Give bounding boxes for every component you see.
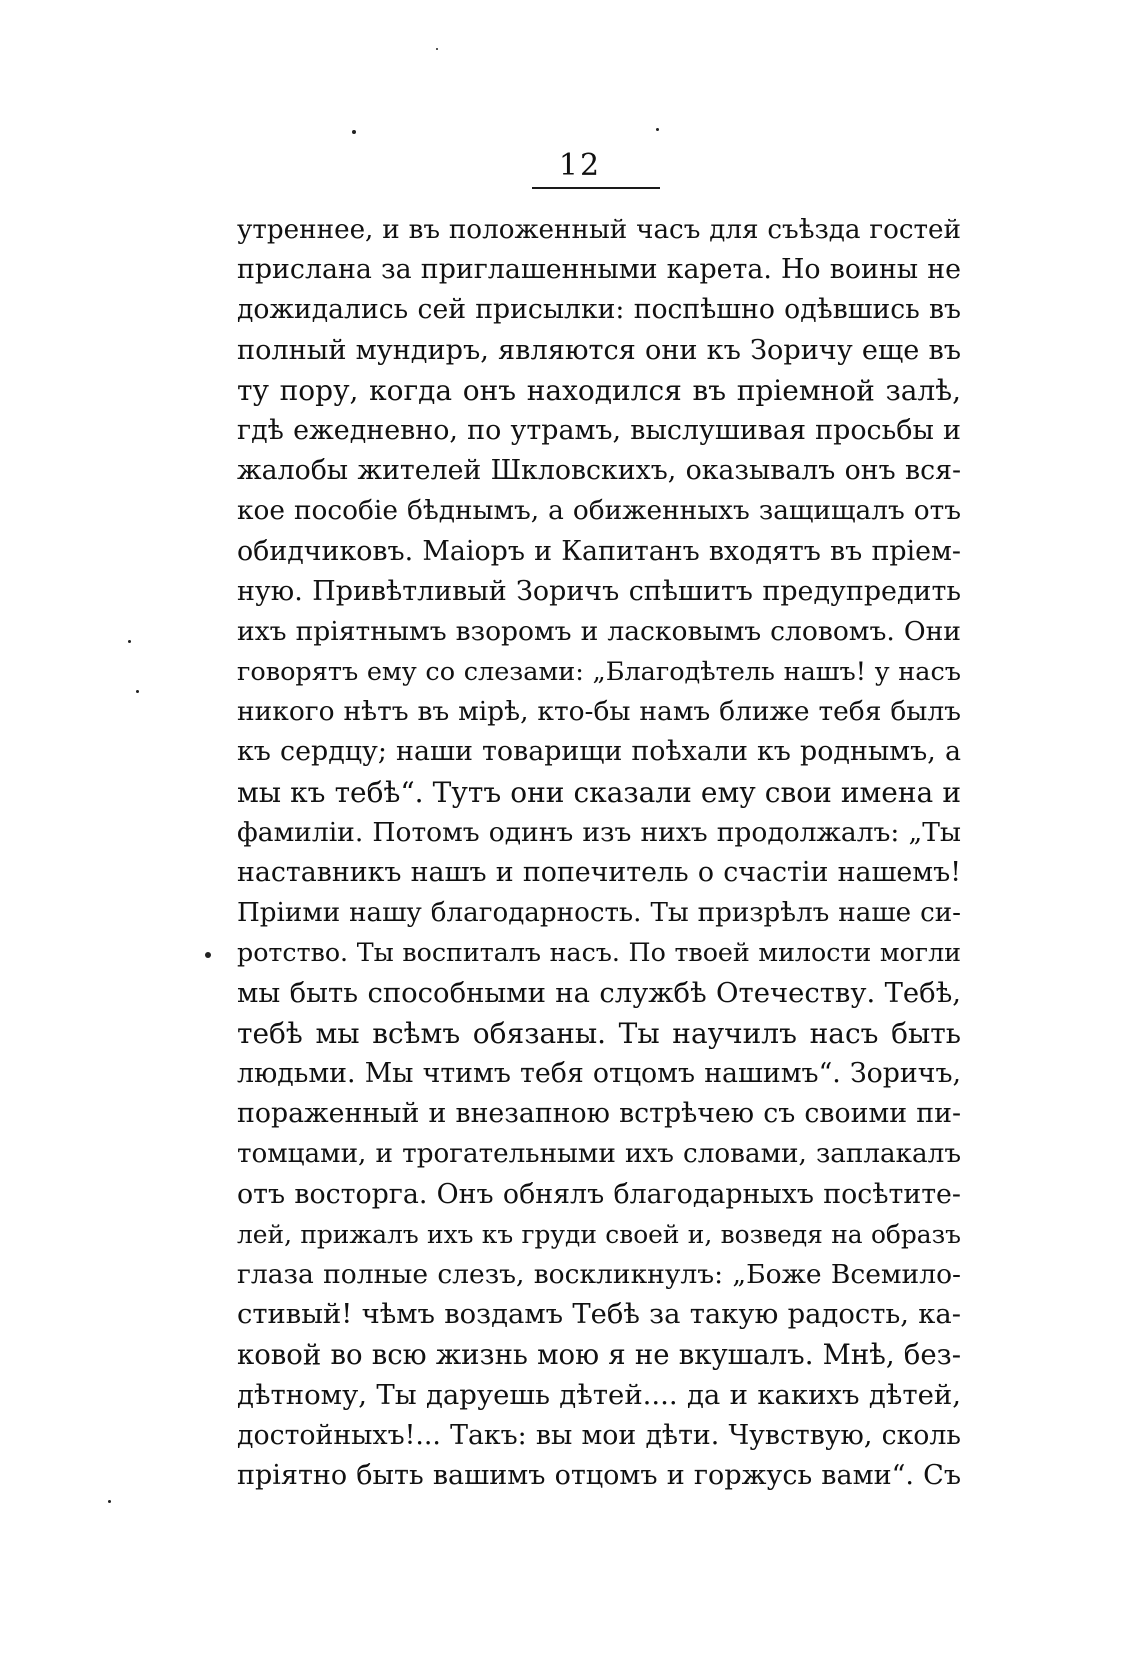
text-line: кое пособіе бѣднымъ, а обиженныхъ защищалъ отъ [237,496,961,527]
scan-speck [128,640,131,643]
text-line: глаза полные слезъ, воскликнулъ: „Боже Всемило- [237,1258,961,1290]
text-line: прислана за приглашенными карета. Но воины не [237,254,961,286]
scan-speck [352,130,356,134]
scan-speck [436,48,438,50]
text-line: стивый! чѣмъ воздамъ Тебѣ за такую радость, ка- [237,1299,961,1331]
scan-speck [136,690,139,693]
text-line: мы быть способными на службѣ Отечеству. Тебѣ, [237,977,961,1009]
text-line: фамиліи. Потомъ одинъ изъ нихъ продолжалъ: „Ты [237,816,961,848]
text-line: говорятъ ему со слезами: „Благодѣтель нашъ! у насъ [237,657,961,688]
scan-speck [656,128,659,131]
text-line: наставникъ нашъ и попечитель о счастіи нашемъ! [237,857,961,888]
text-line: томцами, и трогательными ихъ словами, заплакалъ [237,1139,961,1170]
text-line: ротство. Ты воспиталъ насъ. По твоей милости могли [237,938,961,968]
text-line: отъ восторга. Онъ обнялъ благодарныхъ посѣтите- [237,1178,961,1210]
text-line: полный мундиръ, являются они къ Зоричу еще въ [237,334,961,366]
body-text [237,210,961,1496]
page-number: 12 [558,148,602,183]
text-line: пріятно быть вашимъ отцомъ и горжусь вами“. Съ [237,1459,961,1491]
text-line: утреннее, и въ положенный часъ для съѣзда гостей [237,215,961,245]
text-line: къ сердцу; наши товарищи поѣхали къ роднымъ, а [237,736,961,768]
text-line: ковой во всю жизнь мою я не вкушалъ. Мнѣ, без- [237,1339,961,1372]
page-number-rule [532,187,660,189]
text-line: достойныхъ!... Такъ: вы мои дѣти. Чувствую, сколь [237,1419,961,1451]
text-line: Пріими нашу благодарность. Ты призрѣлъ наше си- [237,898,961,929]
text-line: лей, прижалъ ихъ къ груди своей и, возведя на образъ [237,1219,961,1249]
text-line: мы къ тебѣ“. Тутъ они сказали ему свои имена и [237,775,961,809]
text-line: пораженный и внезапною встрѣчею съ своими пи- [237,1098,961,1130]
text-line: никого нѣтъ въ мірѣ, кто-бы намъ ближе тебя былъ [237,696,961,728]
text-line: дѣтному, Ты даруешь дѣтей.... да и какихъ дѣтей, [237,1379,961,1412]
scan-speck [108,1500,111,1503]
text-line: ту пору, когда онъ находился въ пріемной залѣ, [237,373,961,407]
text-line: ихъ пріятнымъ взоромъ и ласковымъ словомъ. Они [237,615,961,647]
scan-speck [205,952,211,958]
text-line: дожидались сей присылки: поспѣшно одѣвшись въ [237,294,961,326]
text-line: жалобы жителей Шкловскихъ, оказывалъ онъ вся- [237,455,961,487]
text-line: тебѣ мы всѣмъ обязаны. Ты научилъ насъ быть [237,1016,961,1050]
text-line: ную. Привѣтливый Зоричъ спѣшитъ предупредить [237,575,961,607]
text-line: гдѣ ежедневно, по утрамъ, выслушивая просьбы и [237,414,961,446]
text-line: людьми. Мы чтимъ тебя отцомъ нашимъ“. Зоричъ, [237,1057,961,1089]
text-line: обидчиковъ. Маіоръ и Капитанъ входятъ въ пріем- [237,535,961,567]
